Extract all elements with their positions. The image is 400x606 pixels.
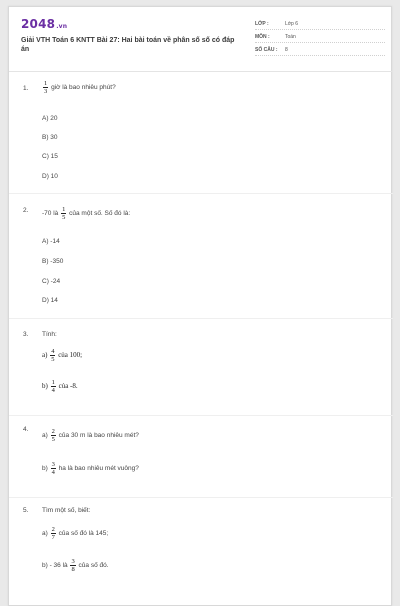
- answer-option[interactable]: A) -14: [42, 238, 60, 245]
- question-number: 5.: [23, 507, 29, 514]
- meta-value-subject: Toán: [285, 34, 296, 40]
- sub-question: b) $\frac{3}{4}$ ha là bao nhiêu mét vuông?: [42, 461, 139, 476]
- question-number: 1.: [23, 85, 29, 92]
- sub-question: a) $\frac{4}{5}$ của 100;: [42, 348, 83, 363]
- fraction: $\frac{1}{3}$: [44, 80, 48, 95]
- fraction: $\frac{1}{4}$: [51, 379, 55, 394]
- answer-option[interactable]: B) -350: [42, 258, 64, 265]
- meta-key-count: SỐ CÂU :: [255, 47, 278, 53]
- answer-option[interactable]: A) 20: [42, 115, 58, 122]
- meta-key-subject: MÔN :: [255, 34, 270, 40]
- fraction: $\frac{2}{5}$: [51, 428, 55, 443]
- meta-info: [255, 19, 385, 58]
- page-title: Giải VTH Toán 6 KNTT Bài 27: Hai bài toán về phân số số có đáp án: [21, 37, 235, 53]
- answer-option[interactable]: C) -24: [42, 278, 61, 285]
- meta-value-class: Lớp 6: [285, 21, 299, 27]
- question-divider: [9, 497, 393, 498]
- answer-option[interactable]: D) 14: [42, 297, 58, 304]
- fraction: $\frac{2}{7}$: [51, 526, 55, 541]
- answer-option[interactable]: D) 10: [42, 173, 58, 180]
- worksheet-page: [8, 6, 392, 606]
- question-number: 2.: [23, 207, 29, 214]
- logo-text: 2048: [21, 17, 56, 31]
- answer-option[interactable]: B) 30: [42, 134, 58, 141]
- question-divider: [9, 415, 393, 416]
- answer-option[interactable]: C) 15: [42, 153, 58, 160]
- fraction: $\frac{3}{4}$: [51, 461, 55, 476]
- question-number: 4.: [23, 426, 29, 433]
- meta-key-class: LỚP :: [255, 21, 269, 27]
- question-intro: Tìm một số, biết:: [42, 507, 91, 514]
- fraction: $\frac{1}{5}$: [62, 206, 66, 221]
- logo-suffix: .vn: [56, 23, 68, 30]
- sub-question: b) $\frac{1}{4}$ của -8.: [42, 379, 78, 394]
- meta-row-class: [255, 19, 385, 30]
- header-divider: [9, 71, 393, 72]
- fraction: $\frac{3}{8}$: [71, 558, 75, 573]
- meta-row-count: [255, 45, 385, 56]
- sub-question: a) $\frac{2}{7}$ của số đó là 145;: [42, 526, 109, 541]
- site-logo[interactable]: [21, 17, 67, 31]
- worksheet-header: [9, 7, 393, 71]
- question-number: 3.: [23, 331, 29, 338]
- question-divider: [9, 318, 393, 319]
- sub-question: b) - 36 là $\frac{3}{8}$ của số đó.: [42, 558, 109, 573]
- meta-row-subject: [255, 32, 385, 43]
- sub-question: a) $\frac{2}{5}$ của 30 m là bao nhiêu mét?: [42, 428, 139, 443]
- question-intro: Tính:: [42, 331, 57, 338]
- question-text: $\frac{1}{3}$ giờ là bao nhiêu phút?: [44, 80, 116, 95]
- fraction: $\frac{4}{5}$: [51, 348, 55, 363]
- question-text: -70 là $\frac{1}{5}$ của một số. Số đó là:: [42, 206, 131, 221]
- meta-value-count: 8: [285, 47, 288, 53]
- question-divider: [9, 193, 393, 194]
